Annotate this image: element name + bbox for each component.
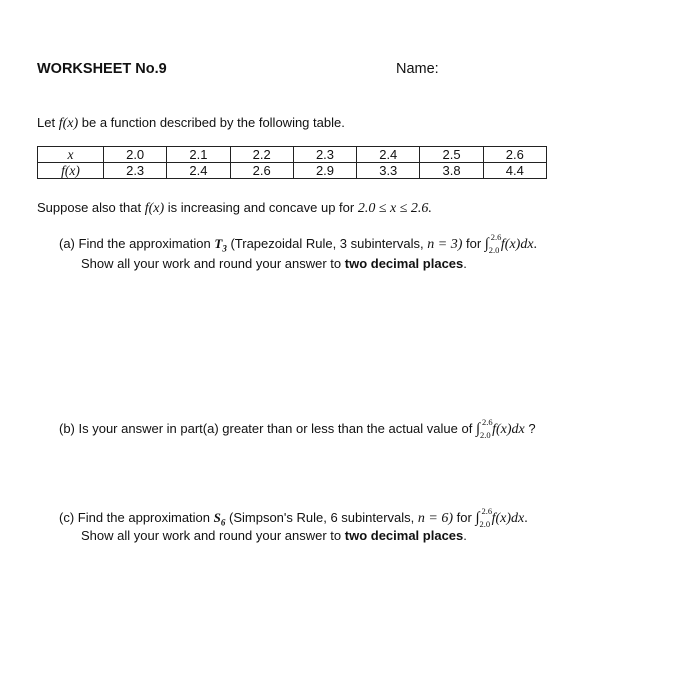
part-b-end: ? xyxy=(528,421,536,436)
table-cell: 2.3 xyxy=(293,147,356,163)
table-header-fx: f(x) xyxy=(38,163,104,179)
intro-line xyxy=(37,115,345,132)
table-header-x: x xyxy=(38,147,104,163)
table-row-x xyxy=(38,147,547,163)
assumption-line xyxy=(37,200,432,217)
table-cell: 3.8 xyxy=(420,163,483,179)
part-c-precision: two decimal places xyxy=(344,528,464,543)
name-label: Name: xyxy=(396,61,439,77)
table-row-fx xyxy=(38,163,547,179)
part-c-integral: ∫ 2.6 2.0 xyxy=(475,506,493,529)
part-a-symbol: $T_3$ xyxy=(214,236,227,254)
part-a-integral: ∫ 2.6 2.0 xyxy=(484,232,502,255)
part-a-label: (a) Find the approximation xyxy=(59,236,211,251)
intro-suffix: be a function described by the following table. xyxy=(81,115,345,130)
table-cell: 2.6 xyxy=(230,163,293,179)
intro-prefix: Let xyxy=(37,115,56,130)
table-cell: 2.4 xyxy=(357,147,420,163)
part-c-n: n = 6) xyxy=(417,511,454,526)
part-a-integrand: f(x)dx xyxy=(500,237,534,252)
table-cell: 2.4 xyxy=(167,163,230,179)
table-cell: 2.9 xyxy=(293,163,356,179)
part-c-instruction: Show all your work and round your answer to xyxy=(81,528,342,543)
part-b-text: (b) Is your answer in part(a) greater than or less than the actual value of xyxy=(59,421,473,436)
part-a-n: n = 3) xyxy=(427,237,463,252)
table-cell: 2.5 xyxy=(420,147,483,163)
part-c-label: (c) Find the approximation xyxy=(59,510,211,525)
assumption-prefix: Suppose also that xyxy=(37,200,142,215)
part-c-for: for xyxy=(456,510,472,525)
assumption-interval: 2.0 ≤ x ≤ 2.6. xyxy=(357,201,432,216)
table-cell: 2.6 xyxy=(483,147,546,163)
part-a-for: for xyxy=(465,236,482,251)
part-b-integral: ∫ 2.6 2.0 xyxy=(475,417,493,440)
part-a-line2: Show all your work and round your answer to two decimal places. xyxy=(81,256,467,271)
part-c-line1: (c) Find the approximation $S_6$ (Simpson's Rule, 6 subintervals, n = 6) for ∫ 2.6 2.0 f(x)dx. xyxy=(59,506,528,529)
part-c-integrand: f(x)dx xyxy=(491,511,525,526)
part-c-line2: Show all your work and round your answer to two decimal places. xyxy=(81,528,467,543)
assumption-function: f(x) xyxy=(144,201,165,216)
table-cell: 4.4 xyxy=(483,163,546,179)
part-c-symbol: $S_6$ xyxy=(213,510,226,528)
table-cell: 3.3 xyxy=(357,163,420,179)
part-b-integrand: f(x)dx xyxy=(492,422,525,437)
part-a-method: (Trapezoidal Rule, 3 subintervals, xyxy=(230,236,424,251)
part-b-line xyxy=(59,417,536,440)
intro-function: f(x) xyxy=(58,116,79,131)
part-a-precision: two decimal places xyxy=(344,256,464,271)
worksheet-title: WORKSHEET No.9 xyxy=(37,61,167,77)
table-cell: 2.3 xyxy=(104,163,167,179)
table-cell: 2.2 xyxy=(230,147,293,163)
part-c-method: (Simpson's Rule, 6 subintervals, xyxy=(229,510,415,525)
assumption-middle: is increasing and concave up for xyxy=(167,200,355,215)
table-cell: 2.1 xyxy=(167,147,230,163)
values-table xyxy=(37,146,547,179)
table-cell: 2.0 xyxy=(104,147,167,163)
part-a-instruction: Show all your work and round your answer to xyxy=(81,256,342,271)
part-a-line1: (a) Find the approximation $T_3$ (Trapezoidal Rule, 3 subintervals, n = 3) for ∫ 2.6 2.0 f(x)dx. xyxy=(59,232,538,255)
